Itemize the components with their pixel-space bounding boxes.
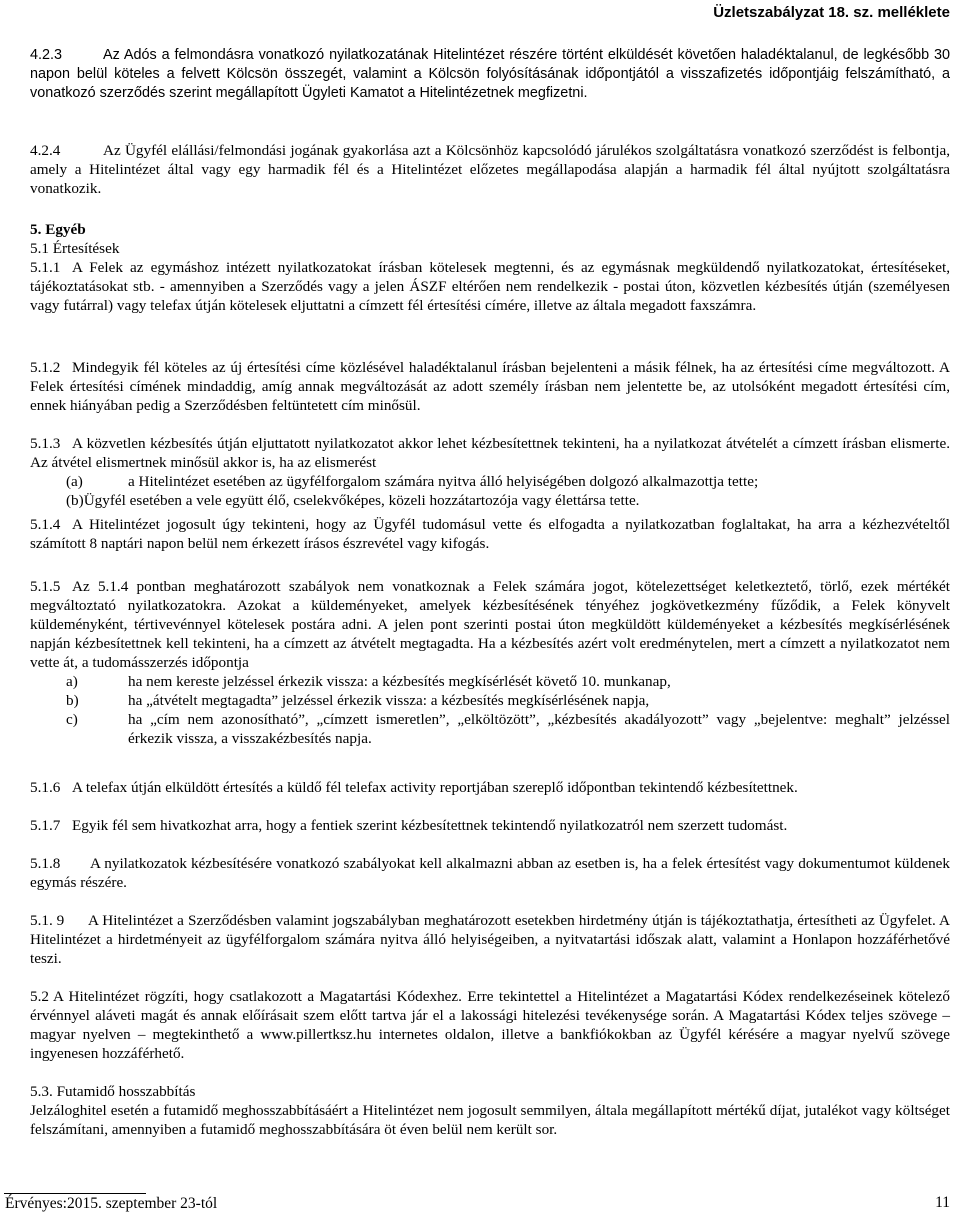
paragraph-number: 5.1.8 (30, 855, 61, 872)
list-item-text: a Hitelintézet esetében az ügyfélforgalom számára nyitva álló helyiségében dolgozó alkalmazottja tette; (128, 473, 759, 490)
list-item-label: a) (66, 673, 78, 690)
paragraph-5-1-8 (30, 854, 950, 892)
paragraph-text: A Felek az egymáshoz intézett nyilatkozatokat írásban kötelesek megtenni, és az egymásnak megküldendő nyilatkozatokat, értesítéseket, tájékoztatásokat stb. - amennyiben a Szerződés vagy a jelen ÁSZF eltérően nem rendelkezik - postai úton, közvetlen kézbesítés útján (személyesen vagy futárral) vagy telefax útján kötelesek eljuttatni a címzett fél értesítési címére, illetve az általa megadott faxszámra. (30, 259, 950, 314)
footer-divider (4, 1193, 146, 1194)
paragraph-text: Az Adós a felmondásra vonatkozó nyilatkozatának Hitelintézet részére történt elküldését követően haladéktalanul, de legkésőbb 30 napon belül köteles a felvett Kölcsön összegét, valamint a Kölcsön folyósításának időpontjától a visszafizetés időpontjáig felszámítható, a vonatkozó szerződés szerint megállapított Ügyleti Kamatot a Hitelintézetnek megfizetni. (30, 47, 950, 101)
paragraph-text: Mindegyik fél köteles az új értesítési címe közlésével haladéktalanul írásban bejelenteni a másik félnek, ha az értesítési címe megváltozott. A Felek értesítési címének mindaddig, amíg annak megváltozását az adott személy írásban nem jelentette be, az utolsóként megadott értesítési cím, ennek hiányában pedig a Szerződésben feltüntetett cím minősül. (30, 359, 950, 414)
paragraph-5-3: Jelzáloghitel esetén a futamidő meghosszabbításáért a Hitelintézet nem jogosult semmilyen, általa megállapított mértékű díjat, jutalékot vagy költséget felszámítani, amennyiben a futamidő meghosszabbítására öt éven belül nem került sor. (30, 1102, 950, 1138)
paragraph-text: Az Ügyfél elállási/felmondási jogának gyakorlása azt a Kölcsönhöz kapcsolódó járulékos szolgáltatásra vonatkozó szerződést is felbontja, amely a Hitelintézet által vagy egy harmadik fél és a Hitelintézet előzetes megállapodása alapján a harmadik fél által nyújtott szolgáltatásra vonatkozik. (30, 142, 950, 197)
paragraph-text: A Hitelintézet rögzíti, hogy csatlakozott a Magatartási Kódexhez. Erre tekintettel a Hitelintézet a Magatartási Kódex rendelkezéseinek kötelező érvénnyel aláveti magát és annak előírásait szem előtt tartva jár el a lakossági hitelezési tevékenysége során. A Magatartási Kódex teljes szövege – magyar nyelven – megtekinthető a www.pillertksz.hu internetes oldalon, illetve a bankfiókokban az Ügyfél kérésére a magyar nyelvű szövege ingyenesen hozzáférhető. (30, 988, 950, 1062)
paragraph-number: 5.1. 9 (30, 912, 65, 929)
paragraph-5-1-5 (30, 577, 950, 748)
list-item-label: (a) (66, 473, 83, 490)
list-item (30, 691, 950, 710)
paragraph-5-2 (30, 987, 950, 1063)
section-title-5: 5. Egyéb (30, 221, 86, 238)
paragraph-5-1-1 (30, 258, 950, 315)
paragraph-text: Az 5.1.4 pontban meghatározott szabályok nem vonatkoznak a Felek számára jogot, kötelezettséget keletkeztető, törlő, ezek mértékét megváltoztató nyilatkozatokra. Azokat a küldeményeket, amelyek kézbesítésének tényéhez jogkövetkezmény fűződik, a Felek könyvelt küldeményként, tértivevénnyel kötelesek postára adni. A jelen pont szerinti postai úton megküldött küldeményeket a kézbesítés megkísérlésének napján kézbesítettnek kell tekinteni, ha a címzett az átvételt megtagadta. Ha a kézbesítés azért volt eredménytelen, mert a címzett a nyilatkozatot nem vette át, a tudomásszerzés időpontja (30, 578, 950, 671)
section-title-5-3: 5.3. Futamidő hosszabbítás (30, 1083, 196, 1100)
paragraph-5-1-4 (30, 515, 950, 553)
list-item: (b)Ügyfél esetében a vele együtt élő, cselekvőképes, közeli hozzátartozója vagy élettársa tette. (66, 492, 640, 509)
paragraph-5-1-9 (30, 911, 950, 968)
list-item-text: ha „átvételt megtagadta” jelzéssel érkezik vissza: a kézbesítés megkísérlésének napja, (128, 692, 650, 709)
paragraph-text: A nyilatkozatok kézbesítésére vonatkozó szabályokat kell alkalmazni abban az esetben is, ha a felek értesítést vagy dokumentumot küldenek egymás részére. (30, 855, 950, 891)
paragraph-5-1-2 (30, 358, 950, 415)
paragraph-5-1-3 (30, 434, 950, 510)
page-header: Üzletszabályzat 18. sz. melléklete (713, 4, 950, 21)
list-item-label: b) (66, 692, 79, 709)
paragraph-number: 5.1.5 (30, 578, 61, 595)
list-item-text: ha „cím nem azonosítható”, „címzett ismeretlen”, „elköltözött”, „kézbesítés akadályozott” vagy „bejelentve: meghalt” jelzéssel érkezik vissza, a visszakézbesítés napja. (128, 711, 950, 747)
paragraph-number: 5.1.6 (30, 779, 61, 796)
footer-validity: Érvényes:2015. szeptember 23-tól (5, 1195, 218, 1212)
paragraph-text: A közvetlen kézbesítés útján eljuttatott nyilatkozatot akkor lehet kézbesítettnek tekinteni, ha a nyilatkozat átvételét a címzett írásban elismerte. Az átvétel elismertnek minősül akkor is, ha az elismerést (30, 435, 950, 471)
paragraph-5-1-7 (30, 816, 950, 835)
paragraph-number: 5.1.4 (30, 516, 61, 533)
list-item-label: c) (66, 711, 78, 728)
paragraph-number: 4.2.3 (30, 47, 63, 63)
list-item (30, 672, 950, 691)
list-item (30, 710, 950, 748)
paragraph-text: A telefax útján elküldött értesítés a küldő fél telefax activity reportjában szereplő időpontban tekintendő kézbesítettnek. (72, 779, 798, 796)
paragraph-number: 4.2.4 (30, 142, 61, 159)
paragraph-text: Egyik fél sem hivatkozhat arra, hogy a fentiek szerint kézbesítettnek tekintendő nyilatkozatról nem szerzett tudomást. (72, 817, 788, 834)
paragraph-number: 5.1.1 (30, 259, 61, 276)
paragraph-number: 5.1.2 (30, 359, 61, 376)
paragraph-number: 5.1.3 (30, 435, 61, 452)
paragraph-5-1-6 (30, 778, 950, 797)
paragraph-4-2-3 (30, 46, 950, 103)
list-item-text: ha nem kereste jelzéssel érkezik vissza: a kézbesítés megkísérlését követő 10. munkanap, (128, 673, 671, 690)
paragraph-number: 5.1.7 (30, 817, 61, 834)
page-number: 11 (935, 1194, 950, 1211)
list-item (30, 472, 950, 491)
paragraph-text: A Hitelintézet a Szerződésben valamint jogszabályban meghatározott esetekben hirdetmény útján is tájékoztathatja, értesítheti az Ügyfelet. A Hitelintézet a hirdetményeit az ügyfélforgalom számára nyitva álló helyiségeiben, a nyitvatartási időszak alatt, valamint a Honlapon hozzáférhetővé teszi. (30, 912, 950, 967)
paragraph-text: A Hitelintézet jogosult úgy tekinteni, hogy az Ügyfél tudomásul vette és elfogadta a nyilatkozatban foglaltakat, ha arra a kézhezvételtől számított 8 naptári napon belül nem érkezett írásos észrevétel vagy kifogás. (30, 516, 950, 552)
paragraph-4-2-4 (30, 141, 950, 198)
paragraph-number: 5.2 (30, 988, 49, 1005)
subsection-title-5-1: 5.1 Értesítések (30, 240, 120, 257)
